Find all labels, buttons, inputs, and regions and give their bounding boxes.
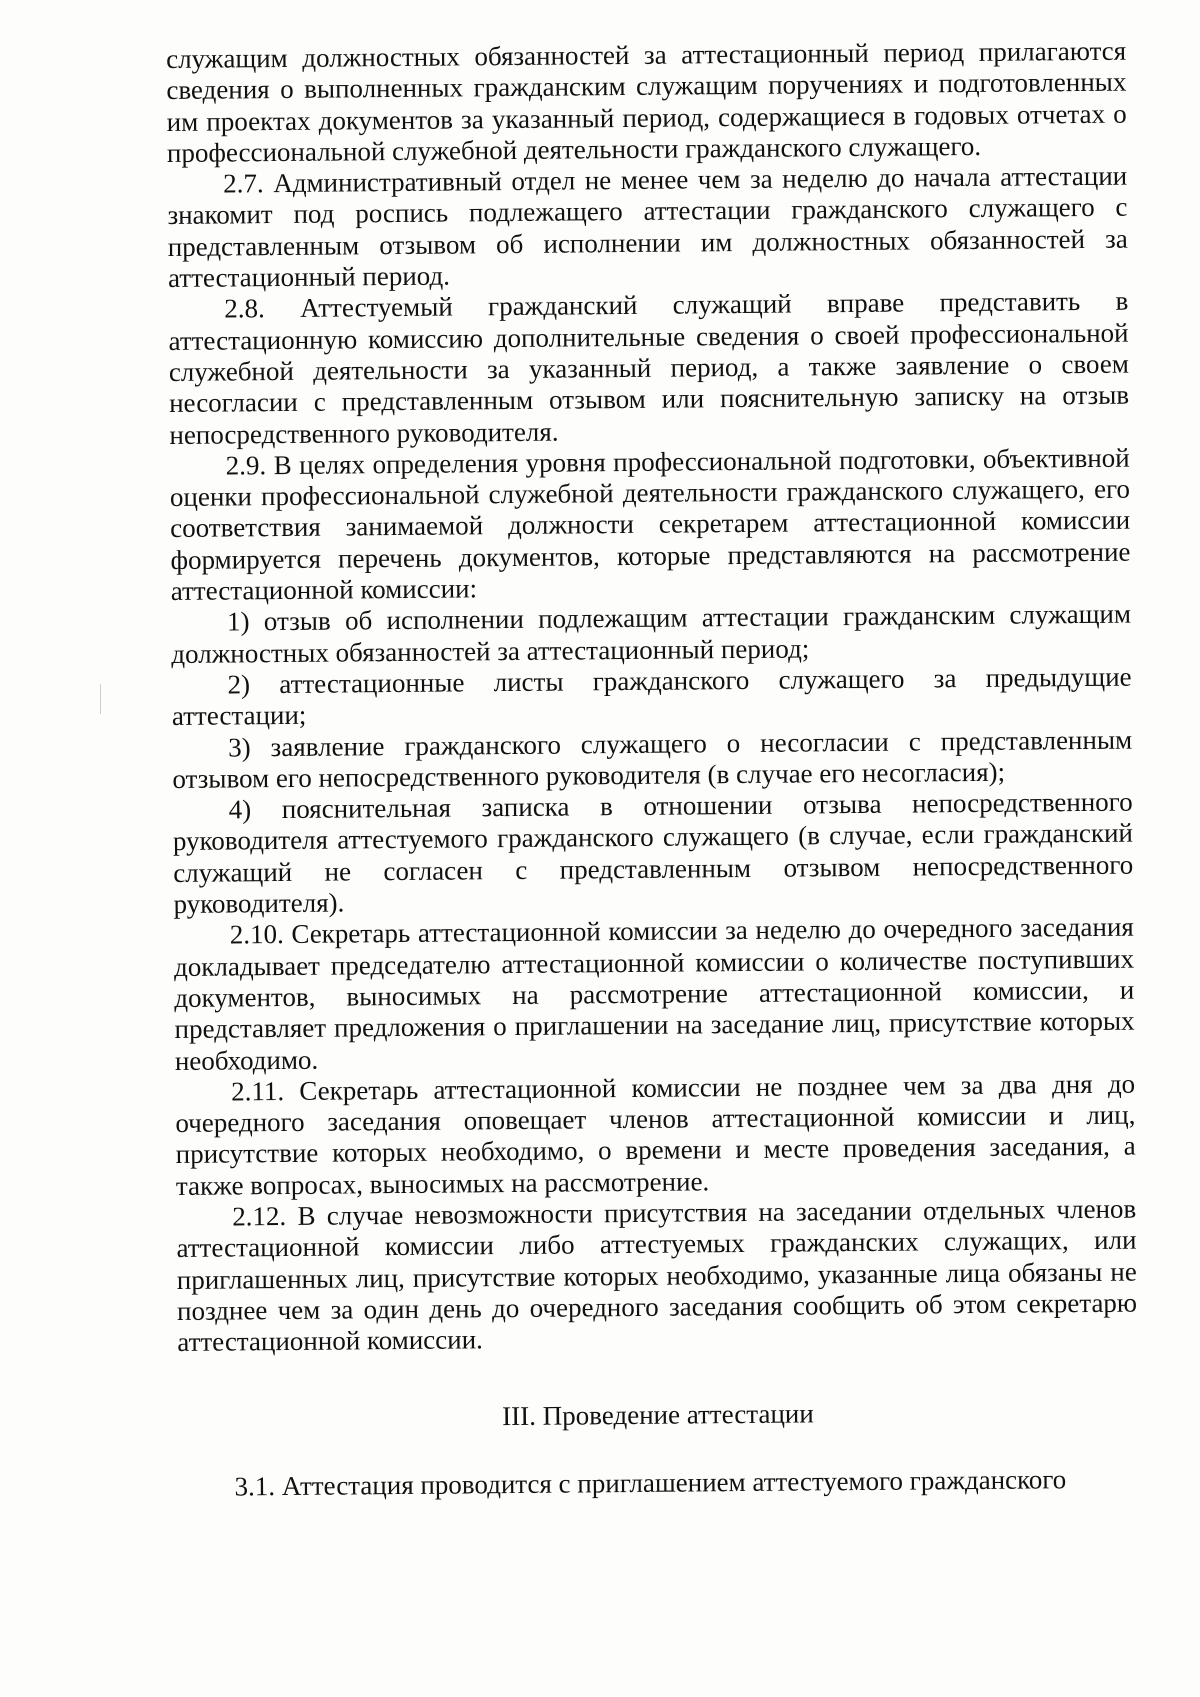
paragraph-2-10: 2.10. Секретарь аттестационной комиссии за неделю до очередного заседания докладывает председателю аттестационной комиссии о количестве поступивших документов, выносимых на рассмотрение аттестационной комиссии, и представляет предложения о приглашении на заседание лиц, присутствие которых необходимо. — [173, 911, 1135, 1076]
paragraph-2-11: 2.11. Секретарь аттестационной комиссии не позднее чем за два дня до очередного заседания оповещает членов аттестационной комиссии и лиц, присутствие которых необходимо, о времени и месте проведения заседания, а также вопросах, выносимых на рассмотрение. — [175, 1068, 1136, 1201]
list-item-1: 1) отзыв об исполнении подлежащим аттестации гражданским служащим должностных обязанностей за аттестационный период; — [171, 598, 1132, 669]
paragraph-2-7: 2.7. Административный отдел не менее чем за неделю до начала аттестации знакомит под роспись подлежащего аттестации гражданского служащего с представленным отзывом об исполнении им должностных обязанностей за аттестационный период. — [167, 160, 1128, 294]
paragraph-3-1: 3.1. Аттестация проводится с приглашением аттестуемого гражданского — [234, 1463, 1067, 1502]
scan-artifact — [100, 684, 101, 714]
list-item-3: 3) заявление гражданского служащего о несогласии с представленным отзывом его непосредственного руководителя (в случае его несогласия); — [172, 724, 1133, 794]
paragraph-continuation: служащим должностных обязанностей за аттестационный период прилагаются сведения о выполненных гражданским служащим поручениях и подготовленных им проектах документов за указанный период, содержащиеся в годовых отчетах о профессиональной служебной деятельности гражданского служащего. — [166, 35, 1127, 168]
list-item-4: 4) пояснительная записка в отношении отзыва непосредственного руководителя аттестуемого гражданского служащего (в случае, если гражданский служащий не согласен с представленным отзывом непосредственного руководителя). — [172, 786, 1134, 919]
section-heading: III. Проведение аттестации — [502, 1398, 814, 1432]
list-item-2: 2) аттестационные листы гражданского служащего за предыдущие аттестации; — [171, 661, 1132, 732]
paragraph-2-9: 2.9. В целях определения уровня профессиональной подготовки, объективной оценки профессиональной служебной деятельности гражданского служащего, его соответствия занимаемой должности секретарем аттестационной комиссии формируется перечень документов, которые представляются на рассмотрение аттестационной комиссии: — [169, 442, 1131, 607]
document-body — [166, 36, 1139, 1503]
paragraph-2-8: 2.8. Аттестуемый гражданский служащий вправе представить в аттестационную комиссию дополнительные сведения о своей профессиональной служебной деятельности за указанный период, а также заявление о своем несогласии с представленным отзывом или пояснительную записку на отзыв непосредственного руководителя. — [168, 285, 1130, 450]
paragraph-2-12: 2.12. В случае невозможности присутствия на заседании отдельных членов аттестационной комиссии либо аттестуемых гражданских служащих, или приглашенных лиц, присутствие которых необходимо, указанные лица обязаны не позднее чем за один день до очередного заседания сообщить об этом секретарю аттестационной комиссии. — [176, 1193, 1138, 1358]
